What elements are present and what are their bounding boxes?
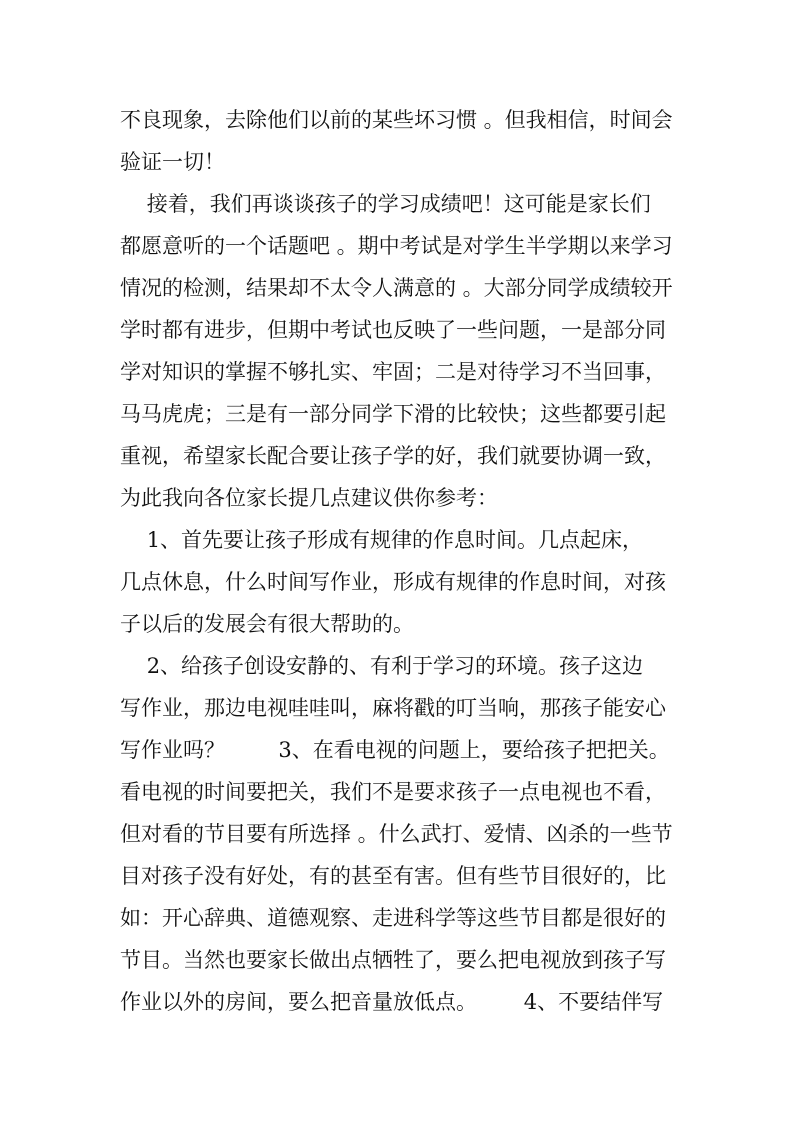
text-line: 作业以外的房间，要么把音量放低点。 4、不要结伴写 (120, 990, 664, 1014)
text-line: 如：开心辞典、道德观察、走进科学等这些节目都是很好的 (120, 906, 666, 930)
text-line: 看电视的时间要把关，我们不是要求孩子一点电视也不看， (120, 780, 666, 804)
text-line: 不良现象，去除他们以前的某些坏习惯 。但我相信，时间会 (120, 108, 673, 132)
text-line: 写作业，那边电视哇哇叫，麻将戳的叮当响，那孩子能安心 (120, 696, 666, 720)
text-line: 学对知识的掌握不够扎实、牢固；二是对待学习不当回事， (120, 360, 666, 384)
text-line: 为此我向各位家长提几点建议供你参考： (120, 486, 498, 510)
text-line: 马马虎虎；三是有一部分同学下滑的比较快；这些都要引起 (120, 402, 666, 426)
text-line: 写作业吗？ 3、在看电视的问题上，要给孩子把把关。 (120, 738, 670, 762)
text-line: 学时都有进步，但期中考试也反映了一些问题，一是部分同 (120, 318, 666, 342)
text-line: 验证一切！ (120, 150, 225, 174)
text-line: 子以后的发展会有很大帮助的。 (120, 612, 414, 636)
text-line: 都愿意听的一个话题吧 。期中考试是对学生半学期以来学习 (120, 234, 673, 258)
text-line: 但对看的节目要有所选择 。什么武打、爱情、凶杀的一些节 (120, 822, 673, 846)
text-line: 节目。当然也要家长做出点牺牲了，要么把电视放到孩子写 (120, 948, 666, 972)
text-line: 1、首先要让孩子形成有规律的作息时间。几点起床， (120, 528, 644, 552)
text-line: 情况的检测，结果却不太令人满意的 。大部分同学成绩较开 (120, 276, 673, 300)
text-line: 接着，我们再谈谈孩子的学习成绩吧！这可能是家长们 (120, 192, 651, 216)
text-line: 目对孩子没有好处，有的甚至有害。但有些节目很好的，比 (120, 864, 666, 888)
text-line: 几点休息，什么时间写作业，形成有规律的作息时间，对孩 (120, 570, 666, 594)
text-line: 重视，希望家长配合要让孩子学的好，我们就要协调一致， (120, 444, 666, 468)
text-line: 2、给孩子创设安静的、有利于学习的环境。孩子这边 (120, 654, 644, 678)
